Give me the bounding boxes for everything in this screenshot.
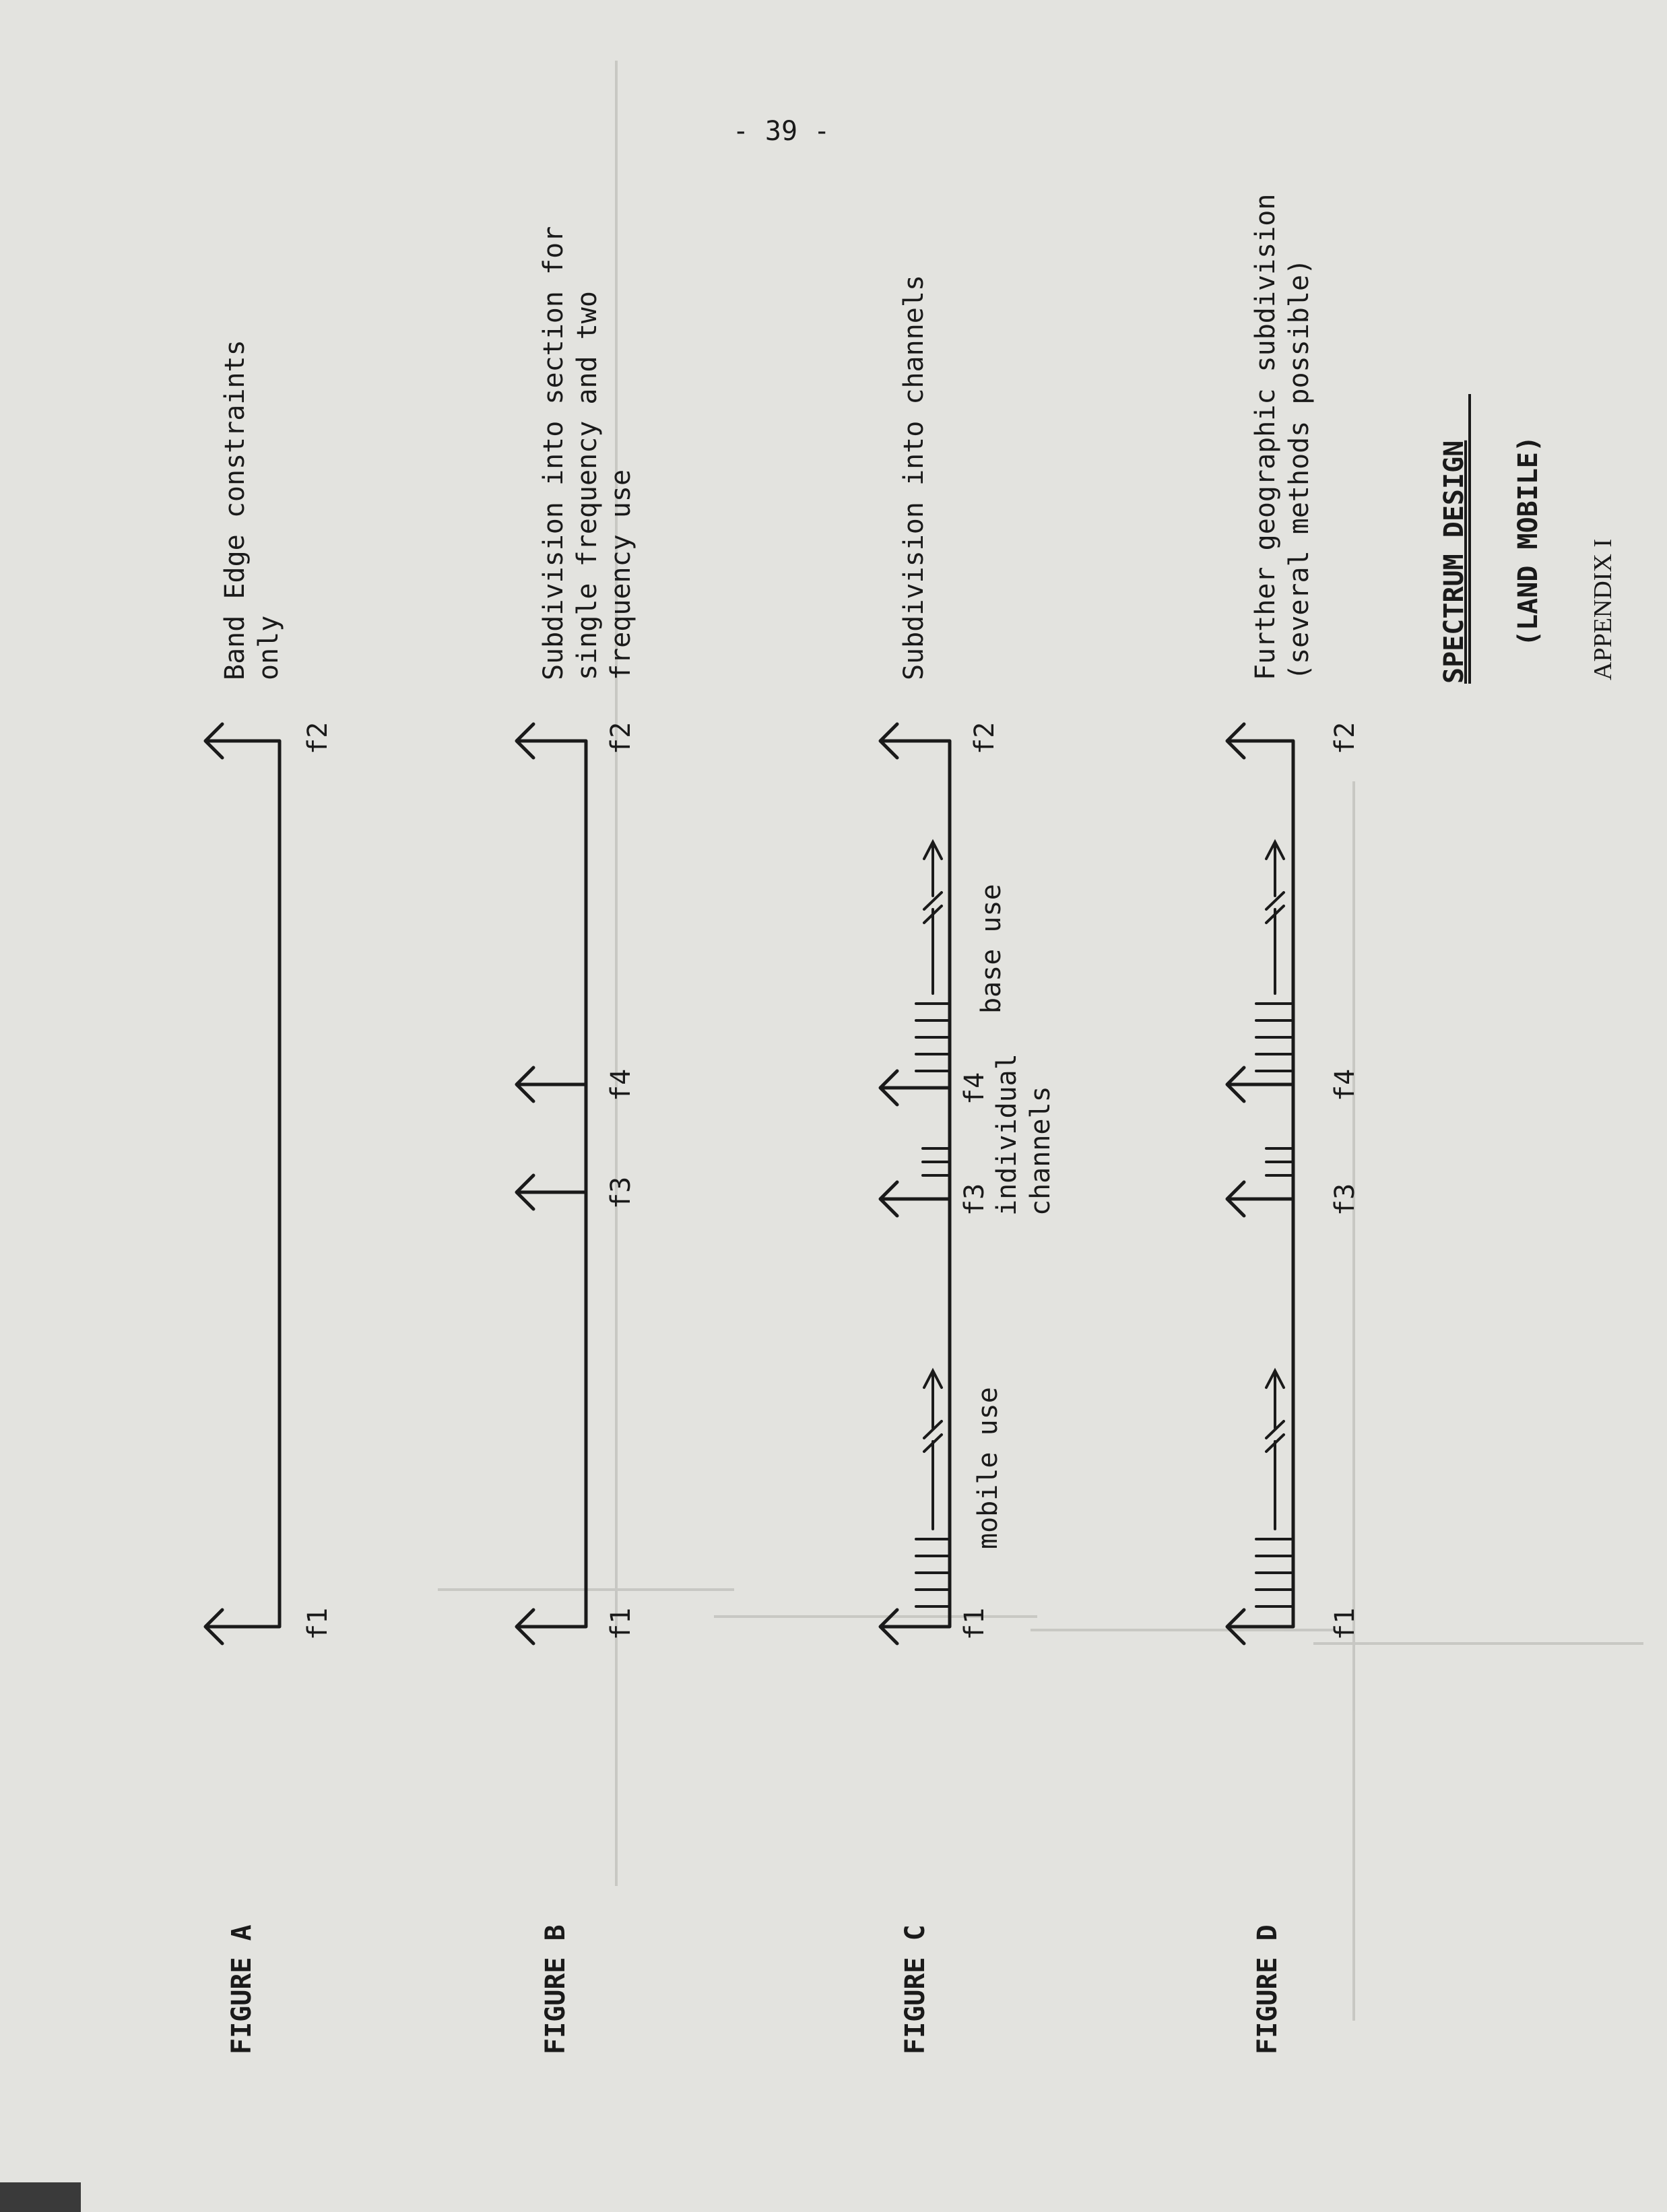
figure-a-label: FIGURE A [226, 1924, 257, 2054]
figure-c-f1-label: f1 [959, 1607, 990, 1640]
figure-c-base-use-label: base use [976, 884, 1007, 1014]
figure-b-description-line-3: frequency use [606, 469, 636, 680]
figure-b-description-line-1: Subdivision into section for [538, 226, 569, 680]
figure-a-f1-label: f1 [302, 1607, 333, 1640]
figure-b-band-line [517, 724, 586, 1644]
figure-c-diagram [880, 275, 1056, 1644]
figure-c-f2-label: f2 [969, 721, 1000, 754]
figure-d-diagram [1227, 194, 1361, 1644]
figure-b-diagram [517, 226, 636, 1644]
figure-c-mobile-channels [916, 1371, 950, 1606]
figure-d-individual-channels [1266, 1148, 1293, 1175]
figure-d-description-line-2: (several methods possible) [1284, 258, 1315, 680]
figure-d-f2-label: f2 [1330, 721, 1361, 754]
figure-c-mobile-use-label: mobile use [973, 1387, 1004, 1549]
figure-b-f4-label: f4 [606, 1068, 636, 1101]
figure-labels [226, 1924, 1283, 2054]
figure-c-band-line [880, 724, 950, 1644]
figure-d-base-channels [1256, 842, 1293, 1071]
figure-c-individual-label: individual [991, 1053, 1022, 1216]
bleed-through-background [438, 61, 1643, 2021]
figure-a-description-line-2: only [253, 615, 284, 680]
figure-d-f3-label: f3 [1330, 1183, 1361, 1216]
figure-b-label: FIGURE B [540, 1924, 571, 2054]
figure-a-band-line [205, 724, 280, 1644]
figure-a-description-line-1: Band Edge constraints [220, 339, 251, 680]
figure-c-channels-label: channels [1025, 1086, 1056, 1216]
figure-c-f3-label: f3 [959, 1183, 990, 1216]
figure-d-label: FIGURE D [1252, 1924, 1283, 2054]
figure-b-description-line-2: single frequency and two [572, 291, 603, 680]
spectrum-design-title: SPECTRUM DESIGN [1439, 440, 1470, 684]
figure-d-f4-label: f4 [1330, 1068, 1361, 1101]
figure-b-f1-label: f1 [606, 1607, 636, 1640]
figure-c-label: FIGURE C [900, 1924, 931, 2054]
land-mobile-subtitle: (LAND MOBILE) [1513, 435, 1544, 647]
figure-c-f4-label: f4 [959, 1072, 990, 1105]
figure-c-description: Subdivision into channels [898, 274, 929, 680]
figure-d-description-line-1: Further geographic subdivision [1250, 193, 1281, 680]
figure-c-individual-channels [923, 1148, 950, 1175]
appendix-label: APPENDIX I [1589, 538, 1617, 680]
figure-a-f2-label: f2 [302, 721, 333, 754]
figure-a-diagram [205, 339, 333, 1644]
figure-b-f3-label: f3 [606, 1176, 636, 1209]
figure-b-f2-label: f2 [606, 721, 636, 754]
figure-d-band-line [1227, 724, 1293, 1644]
title-block [1439, 394, 1617, 684]
figure-d-mobile-channels [1256, 1371, 1293, 1606]
scan-shadow [0, 2182, 81, 2212]
figure-d-f1-label: f1 [1330, 1607, 1361, 1640]
figure-c-base-channels [916, 842, 950, 1071]
page-number: - 39 - [732, 116, 830, 147]
